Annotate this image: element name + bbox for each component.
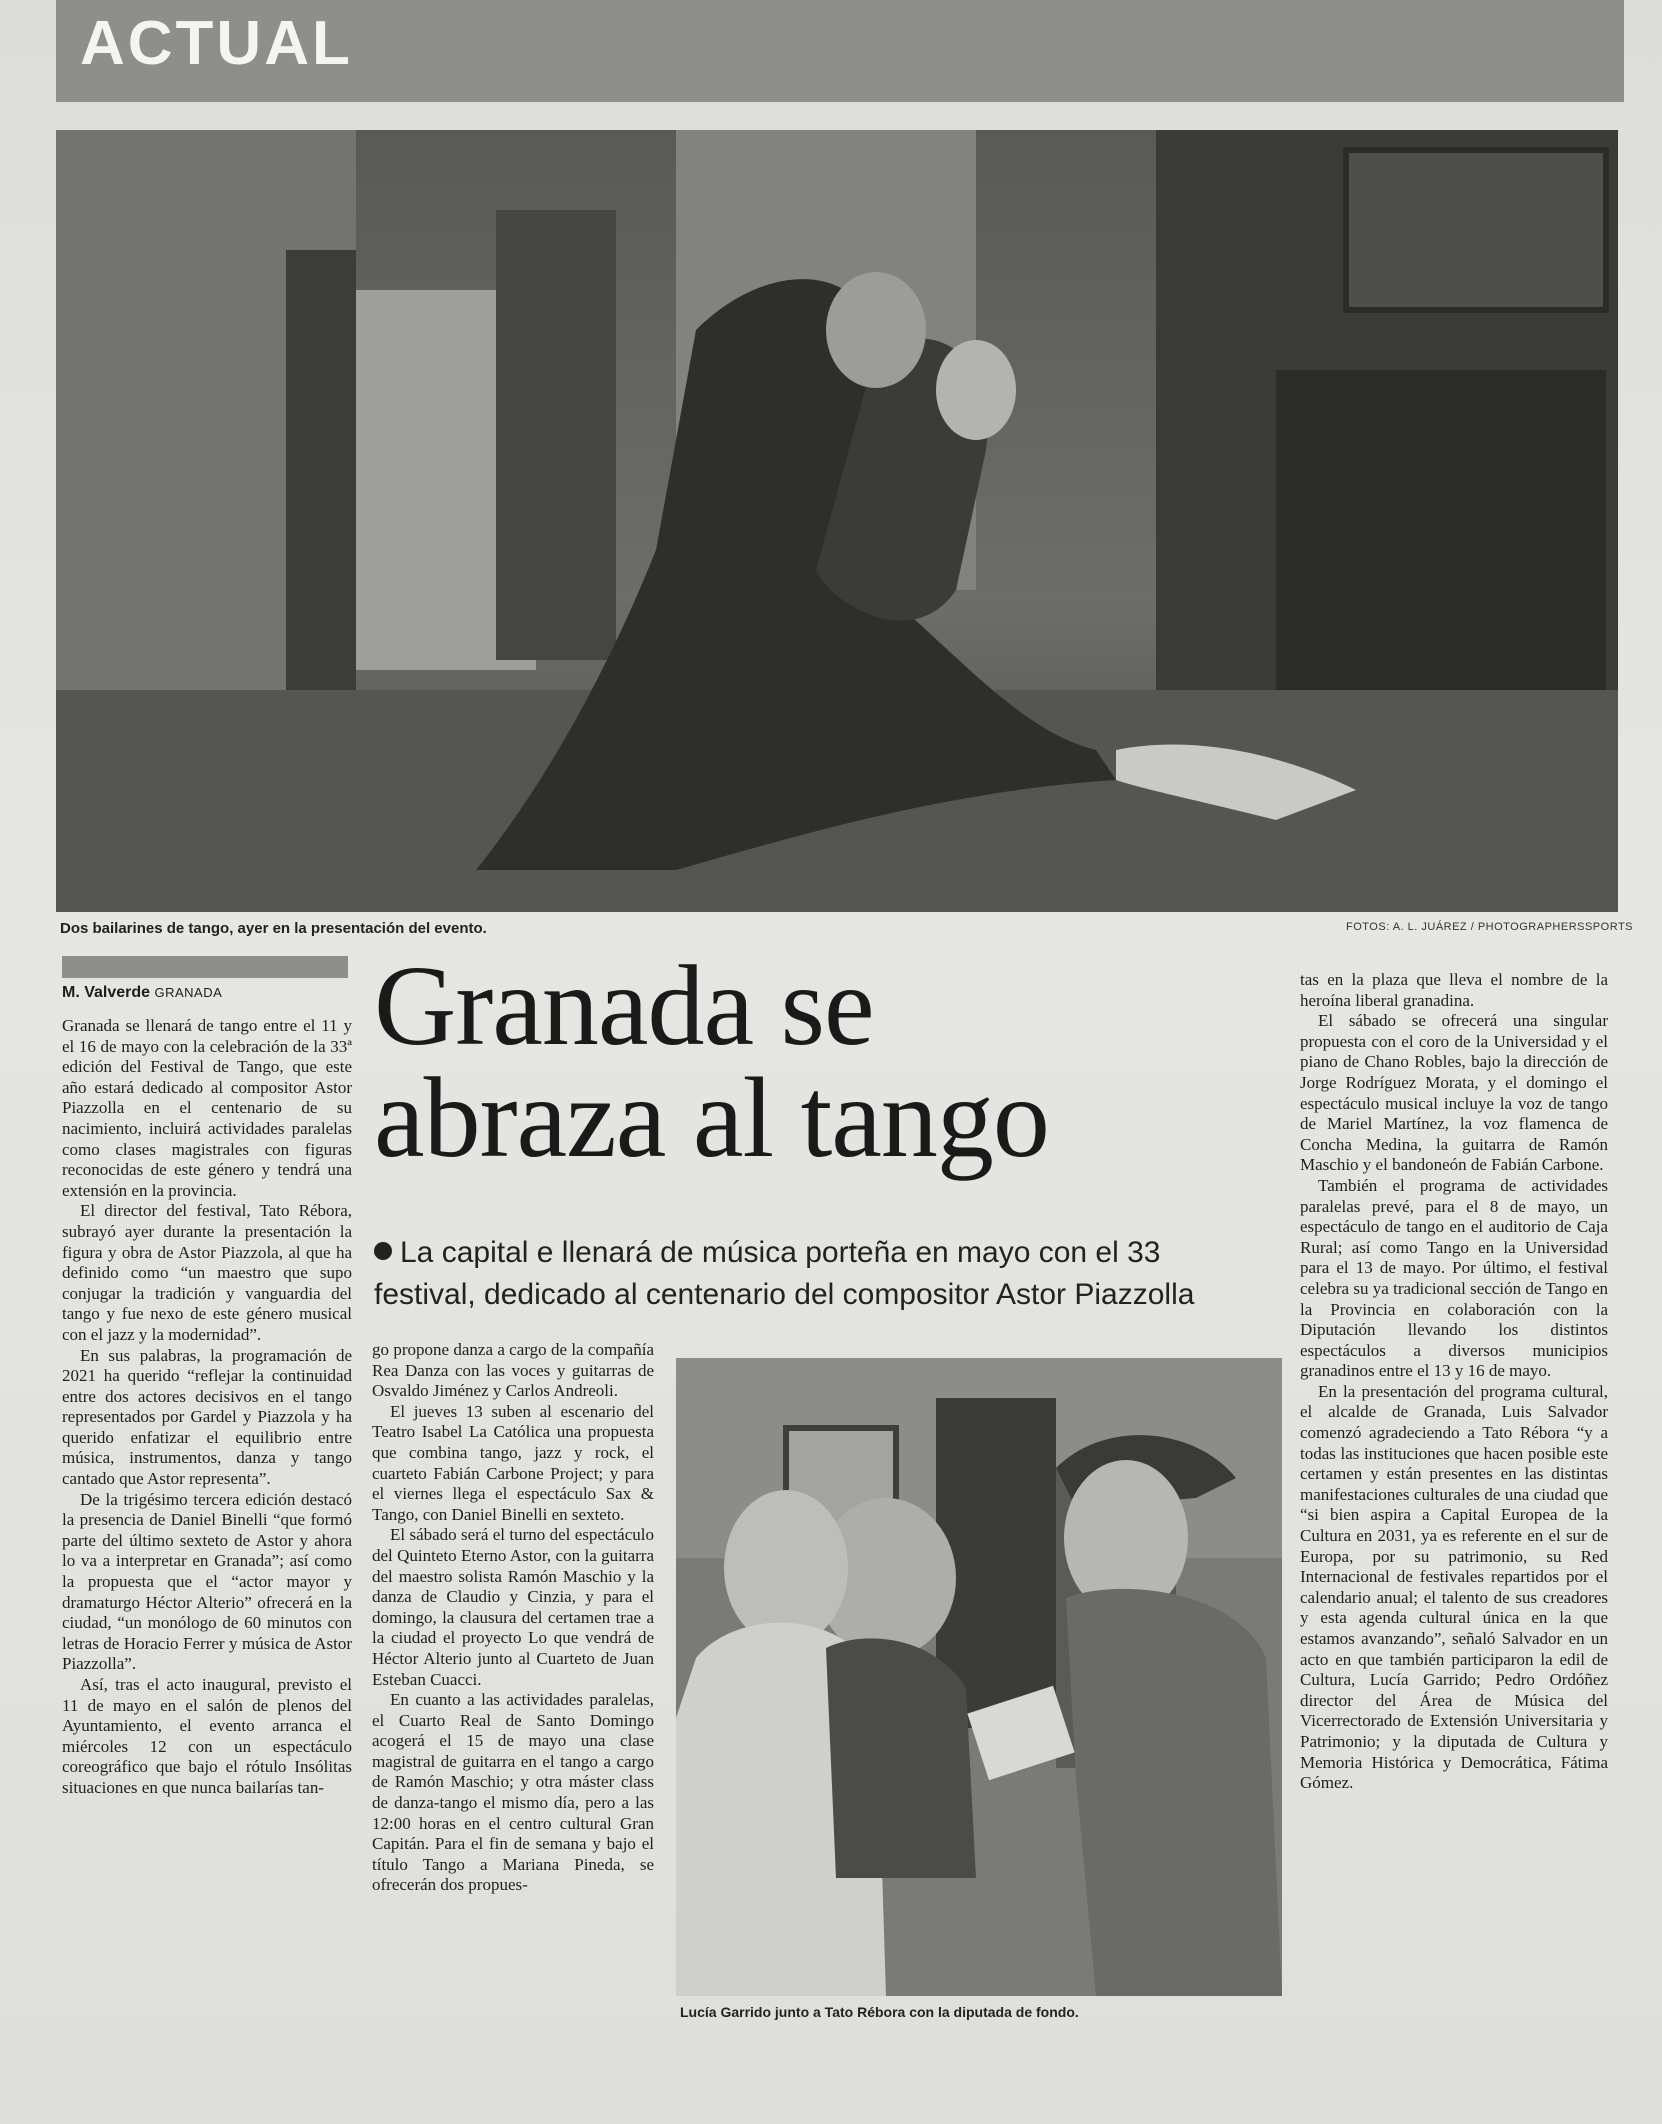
byline-rule [62,956,348,978]
article-column-2 [372,1340,654,1896]
main-photo-credit: FOTOS: A. L. JUÁREZ / PHOTOGRAPHERSSPORTS [1346,921,1634,933]
paragraph: De la trigésimo tercera edición destacó la presencia de Daniel Binelli “que formó parte del último sexteto de Astor y ahora lo va a interpretar en Granada”; así como la propuesta que el “actor mayor y dramaturgo Héctor Alterio” ofrecerá en la ciudad, “un monólogo de 60 minutos con letras de Horacio Ferrer y música de Astor Piazzolla”. [62,1489,352,1674]
headline-line-2: abraza al tango [374,1054,1049,1181]
headline-line-1: Granada se [374,942,874,1069]
officials-image [676,1358,1282,1996]
headline [374,942,1294,1181]
paragraph: También el programa de actividades paralelas prevé, para el 8 de mayo, un espectáculo de tango en el auditorio de Caja Rural; así como Tango en la Universidad para el 13 de mayo. Por último, el festival celebra su ya tradicional sección de Tango en la Provincia en colaboración con la Diputación llevando los distintos espectáculos a diversos municipios granadinos entre el 13 y 16 de mayo. [1300,1175,1608,1381]
section-header [56,0,1624,102]
paragraph: El sábado se ofrecerá una singular propuesta con el coro de la Universidad y el piano de Chano Robles, bajo la dirección de Jorge Rodríguez Morata, y el domingo el espectáculo musical incluye la voz de tango de Mariel Martínez, la voz flamenca de Concha Medina, la guitarra de Ramón Maschio y el bandoneón de Fabián Carbone. [1300,1011,1608,1175]
subheadline [374,1232,1234,1316]
paragraph: En sus palabras, la programación de 2021 ha querido “reflejar la continuidad entre dos actores decisivos en el tango representados por Gardel y Piazzola y ha querido enfatizar el equilibrio entre música, instrumentos, danza y tango cantado que Astor representa”. [62,1345,352,1489]
paragraph: El director del festival, Tato Rébora, subrayó ayer durante la presentación la figura y obra de Astor Piazzola, al que ha definido como “un maestro que supo conjugar la tradición y vanguardia del tango y fue nexo de este género musical con el jazz y la modernidad”. [62,1201,352,1344]
article-column-1 [62,1016,352,1799]
article-column-3 [1300,970,1608,1794]
bullet-icon [374,1242,392,1260]
paragraph: El jueves 13 suben al escenario del Teatro Isabel La Católica una propuesta que combina tango, jazz y rock, el cuarteto Fabián Carbone Project; y para el viernes llega el espectáculo Sax & Tango, con Daniel Binelli en sexteto. [372,1401,654,1524]
byline [62,984,222,1002]
second-photo-caption: Lucía Garrido junto a Tato Rébora con la diputada de fondo. [680,2004,1079,2020]
subheadline-text: La capital e llenará de música porteña en mayo con el 33 festival, dedicado al centenario del compositor Astor Piazzolla [374,1236,1195,1311]
paragraph: En cuanto a las actividades paralelas, el Cuarto Real de Santo Domingo acogerá el 15 de mayo una clase magistral de guitarra en el tango a cargo de Ramón Maschio; y otra máster class de danza-tango el mismo día, pero a las 12:00 horas en el centro cultural Gran Capitán. Para el fin de semana y bajo el título Tango a Mariana Pineda, se ofrecerán dos propues- [372,1690,654,1895]
author-name: M. Valverde [62,984,151,1001]
paragraph: Granada se llenará de tango entre el 11 y el 16 de mayo con la celebración de la 33ª edición del Festival de Tango, que este año estará dedicado al compositor Astor Piazzolla en el centenario de su nacimiento, incluirá actividades paralelas como clases magistrales con figuras reconocidas de este género y tendrá una extensión en la provincia. [62,1016,352,1200]
paragraph: El sábado será el turno del espectáculo del Quinteto Eterno Astor, con la guitarra del maestro solista Ramón Maschio y la danza de Claudio y Cinzia, y para el domingo, la clausura del certamen trae a la ciudad el proyecto Lo que vendrá de Héctor Alterio junto al Cuarteto de Juan Esteban Cuacci. [372,1525,654,1689]
tango-dancers-image [56,130,1618,912]
second-photo [676,1358,1282,1996]
main-photo [56,130,1618,912]
section-label: ACTUAL [80,9,353,78]
main-photo-caption: Dos bailarines de tango, ayer en la presentación del evento. [60,920,487,937]
paragraph: go propone danza a cargo de la compañía Rea Danza con las voces y guitarras de Osvaldo Jiménez y Carlos Andreoli. [372,1340,654,1401]
paragraph: En la presentación del programa cultural, el alcalde de Granada, Luis Salvador comenzó agradeciendo a Tato Rébora “y a todas las instituciones que hacen posible este certamen y están presentes en las distintas manifestaciones culturales de una ciudad que “si bien aspira a Capital Europea de la Cultura en 2031, ya es referente en el sur de Europa, por su patrimonio, su Red Internacional de festivales repartidos por el calendario anual; el talento de sus creadores y esta agenda cultural única en la que estamos avanzando”, señaló Salvador en un acto en que también participaron la edil de Cultura, Lucía Garrido; Pedro Ordóñez director del Área de Música del Vicerrectorado de Extensión Universitaria y Patrimonio; y la diputada de Cultura y Memoria Histórica y Democrática, Fátima Gómez. [1300,1381,1608,1793]
paragraph: tas en la plaza que lleva el nombre de la heroína liberal granadina. [1300,970,1608,1010]
paragraph: Así, tras el acto inaugural, previsto el 11 de mayo en el salón de plenos del Ayuntamiento, el evento arranca el miércoles 12 con un espectáculo coreográfico que bajo el rótulo Insólitas situaciones en que nunca bailarías tan- [62,1675,352,1797]
byline-city: GRANADA [154,985,223,1000]
